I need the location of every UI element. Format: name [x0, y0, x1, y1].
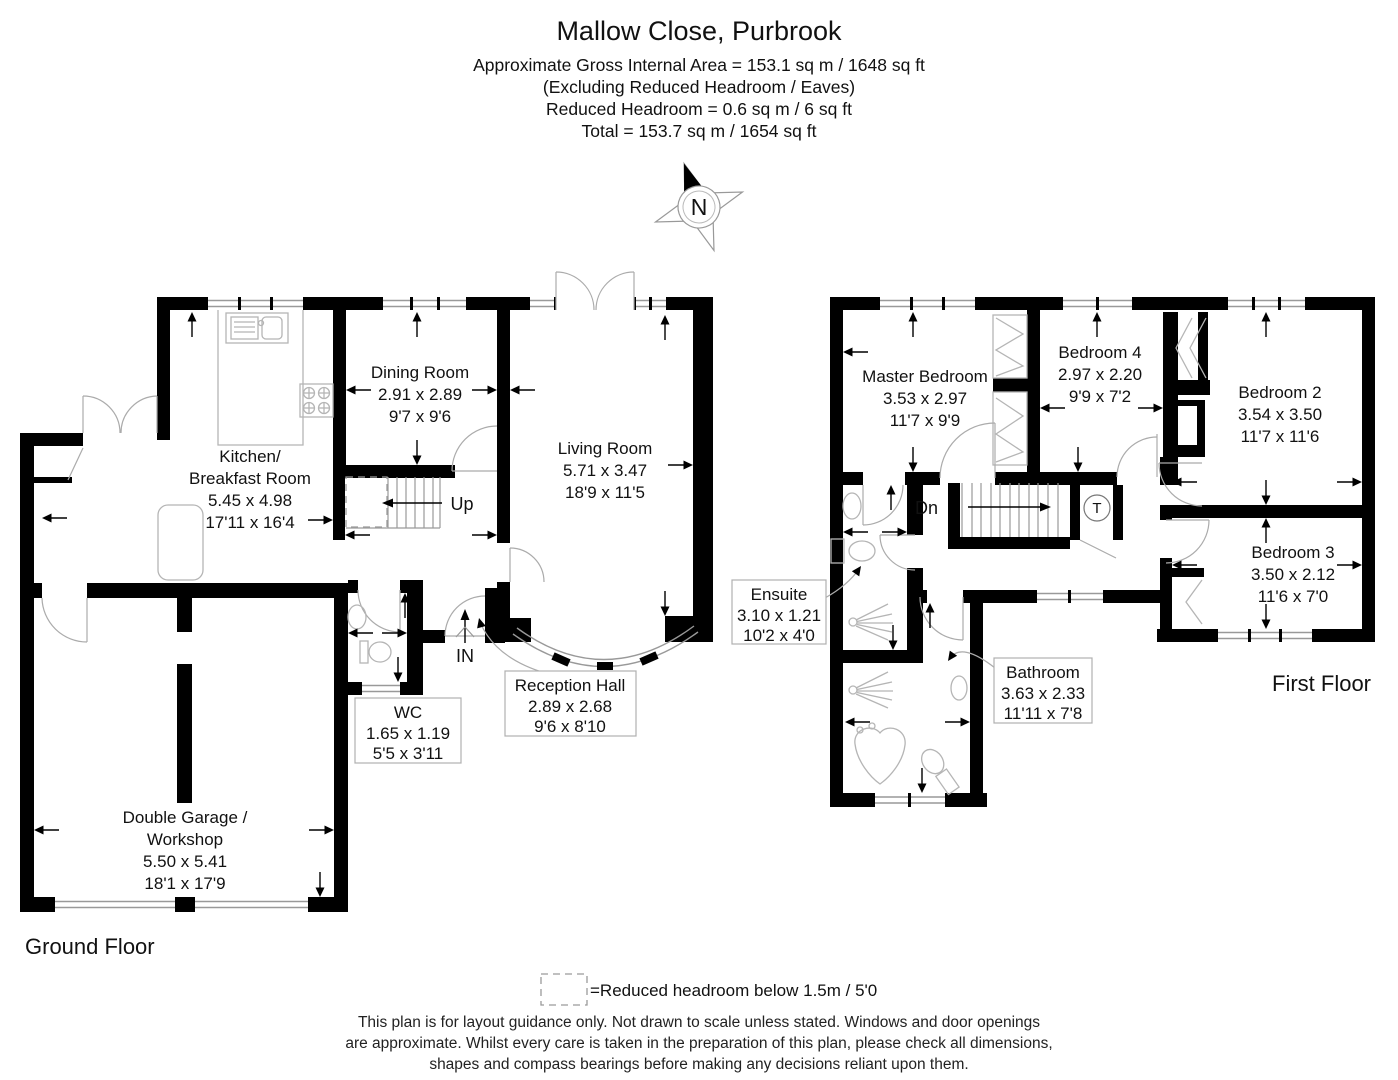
- room-label-ensuite: [732, 580, 826, 645]
- tank-cupboard: [1080, 495, 1116, 558]
- ground-floor-plan: [20, 272, 713, 959]
- legend: [541, 974, 877, 1005]
- bedroom3-closet: [1186, 580, 1202, 624]
- bathroom-metric: 3.63 x 2.33: [1000, 684, 1086, 703]
- header: [473, 16, 925, 141]
- bathroom-fixtures: [849, 672, 967, 797]
- room-label-garage: [123, 808, 248, 893]
- legend-text: =Reduced headroom below 1.5m / 5'0: [590, 981, 878, 1000]
- header-eaves-line: (Excluding Reduced Headroom / Eaves): [542, 77, 856, 97]
- bedroom3-name: Bedroom 3: [1251, 543, 1335, 562]
- disclaimer-line3: shapes and compass bearings before making any decisions reliant upon them.: [429, 1056, 969, 1073]
- kitchen-name-line2: Breakfast Room: [189, 469, 311, 488]
- reception-imperial: 9'6 x 8'10: [534, 717, 606, 736]
- wc-name: WC: [393, 703, 423, 722]
- bathroom-imperial: 11'11 x 7'8: [1003, 704, 1083, 723]
- first-floor-plan: [732, 297, 1375, 807]
- dining-imperial: 9'7 x 9'6: [388, 407, 452, 426]
- kitchen-imperial: 17'11 x 16'4: [205, 513, 295, 532]
- bedroom2-name: Bedroom 2: [1238, 383, 1322, 402]
- stairs-up-label: Up: [450, 494, 474, 514]
- reception-name: Reception Hall: [514, 676, 626, 695]
- kitchen-fixtures: [158, 310, 333, 580]
- compass-rose: [641, 149, 758, 266]
- bedroom2-imperial: 11'7 x 11'6: [1240, 427, 1320, 446]
- room-label-bedroom4: [1058, 343, 1142, 406]
- page-title: Mallow Close, Purbrook: [556, 16, 842, 46]
- bathroom-name: Bathroom: [1006, 663, 1080, 682]
- shower-icon: [849, 672, 893, 708]
- master-metric: 3.53 x 2.97: [882, 389, 968, 408]
- entrance-in-label: IN: [456, 646, 474, 666]
- room-label-reception: [505, 671, 636, 736]
- room-label-master: [862, 367, 988, 430]
- wc-imperial: 5'5 x 3'11: [372, 744, 444, 763]
- room-label-dining: [371, 363, 469, 426]
- bedroom4-name: Bedroom 4: [1058, 343, 1142, 362]
- ensuite-metric: 3.10 x 1.21: [736, 606, 822, 625]
- kitchen-island-icon: [158, 505, 203, 580]
- header-headroom-line: Reduced Headroom = 0.6 sq m / 6 sq ft: [546, 99, 852, 119]
- garage-name-line2: Workshop: [146, 830, 224, 849]
- living-imperial: 18'9 x 11'5: [565, 483, 645, 502]
- dining-metric: 2.91 x 2.89: [377, 385, 463, 404]
- first-floor-label: First Floor: [1272, 671, 1371, 696]
- room-label-bathroom: [994, 658, 1092, 723]
- room-label-wc: [355, 698, 461, 763]
- living-name: Living Room: [557, 439, 653, 458]
- toilet-icon: [360, 641, 368, 663]
- stairs-down-label: Dn: [914, 498, 938, 518]
- garage-name-line1: Double Garage /: [122, 808, 248, 827]
- tank-label: T: [1092, 500, 1102, 517]
- header-total-line: Total = 153.7 sq m / 1654 sq ft: [581, 121, 817, 141]
- french-doors: [556, 272, 634, 310]
- shower-icon: [849, 604, 893, 640]
- basin-icon: [348, 605, 366, 629]
- stairs-down: [915, 483, 1058, 537]
- header-area-line: Approximate Gross Internal Area = 153.1 sq m / 1648 sq ft: [473, 55, 925, 75]
- room-label-kitchen: [189, 447, 311, 532]
- compass-north-label: N: [690, 194, 708, 220]
- room-label-bedroom2: [1238, 383, 1322, 446]
- ensuite-imperial: 10'2 x 4'0: [743, 626, 815, 645]
- stairs-up: [346, 477, 474, 528]
- disclaimer-line1: This plan is for layout guidance only. Not drawn to scale unless stated. Windows and door openings: [357, 1014, 1041, 1031]
- garage-metric: 5.50 x 5.41: [142, 852, 228, 871]
- bedroom3-imperial: 11'6 x 7'0: [1257, 587, 1329, 606]
- reception-metric: 2.89 x 2.68: [527, 697, 613, 716]
- living-door-arc: [510, 548, 544, 582]
- bedroom4-imperial: 9'9 x 7'2: [1068, 387, 1132, 406]
- bedroom4-metric: 2.97 x 2.20: [1057, 365, 1143, 384]
- reduced-headroom-swatch: [541, 974, 587, 1005]
- bath-icon: [855, 728, 905, 784]
- disclaimer: [345, 1014, 1052, 1073]
- kitchen-name-line1: Kitchen/: [219, 447, 281, 466]
- ground-floor-label: Ground Floor: [25, 934, 155, 959]
- basin-icon: [951, 676, 967, 700]
- wc-metric: 1.65 x 1.19: [365, 724, 451, 743]
- garage-imperial: 18'1 x 17'9: [144, 874, 226, 893]
- garage-door-arc: [42, 598, 87, 642]
- ensuite-name: Ensuite: [750, 585, 808, 604]
- living-metric: 5.71 x 3.47: [562, 461, 648, 480]
- disclaimer-line2: are approximate. Whilst every care is taken in the preparation of this plan, please check all dimensions,: [345, 1035, 1053, 1052]
- room-label-living: [558, 439, 653, 502]
- master-name: Master Bedroom: [862, 367, 988, 386]
- basin-icon: [843, 493, 861, 519]
- bedroom3-metric: 3.50 x 2.12: [1250, 565, 1336, 584]
- entrance-in: [456, 609, 474, 666]
- dining-name: Dining Room: [370, 363, 470, 382]
- room-label-bedroom3: [1251, 543, 1335, 606]
- dining-door-arc: [452, 426, 497, 471]
- kitchen-metric: 5.45 x 4.98: [207, 491, 293, 510]
- bedroom2-metric: 3.54 x 3.50: [1237, 405, 1323, 424]
- master-imperial: 11'7 x 9'9: [889, 411, 961, 430]
